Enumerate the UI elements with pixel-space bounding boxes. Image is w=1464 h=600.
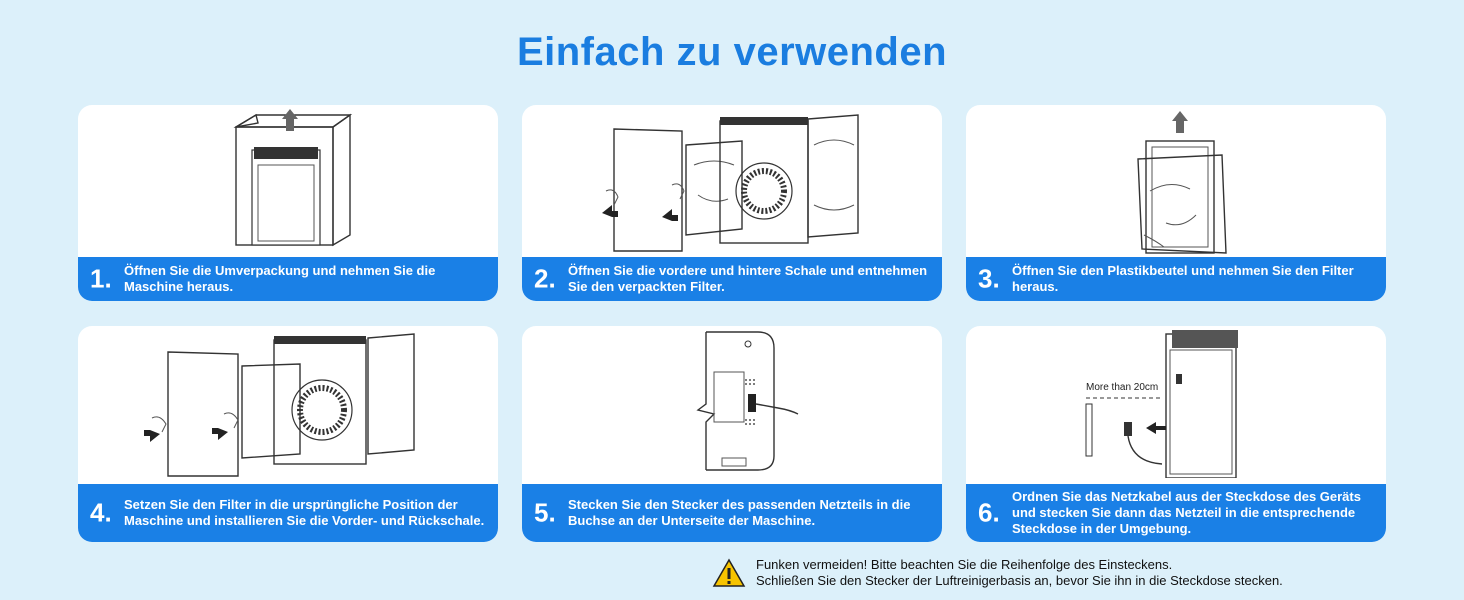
step-card-4 <box>78 326 498 542</box>
step-1-caption <box>78 257 498 301</box>
distance-label: More than 20cm <box>1086 382 1159 393</box>
step-number: 4. <box>90 497 112 528</box>
step-card-3 <box>966 105 1386 301</box>
step-4-caption <box>78 484 498 542</box>
step-3-caption <box>966 257 1386 301</box>
warning-notice <box>712 556 1452 592</box>
step-card-6 <box>966 326 1386 542</box>
step-6-illustration <box>966 326 1386 478</box>
step-card-1 <box>78 105 498 301</box>
step-number: 3. <box>978 263 1000 294</box>
step-text: Stecken Sie den Stecker des passenden Netzteils in die Buchse an der Unterseite der Maschine. <box>568 497 911 528</box>
step-2-caption <box>522 257 942 301</box>
step-3-illustration <box>966 105 1386 257</box>
notice-line-2: Schließen Sie den Stecker der Luftreinigerbasis an, bevor Sie ihn in die Steckdose stecken. <box>756 573 1283 588</box>
step-6-caption <box>966 484 1386 542</box>
step-4-illustration <box>78 326 498 478</box>
step-5-caption <box>522 484 942 542</box>
step-text: Öffnen Sie die Umverpackung und nehmen Sie die Maschine heraus. <box>124 263 436 294</box>
step-2-illustration <box>522 105 942 257</box>
warning-icon <box>712 558 746 588</box>
step-card-2 <box>522 105 942 301</box>
step-text: Öffnen Sie den Plastikbeutel und nehmen Sie den Filter heraus. <box>1012 263 1354 294</box>
page-title: Einfach zu verwenden <box>516 30 948 74</box>
step-5-illustration <box>522 326 942 478</box>
step-number: 1. <box>90 263 112 294</box>
step-text: Ordnen Sie das Netzkabel aus der Steckdose des Geräts und stecken Sie dann das Netzteil in die entsprechende Steckdose in der Umgebung. <box>1012 489 1361 536</box>
step-card-5 <box>522 326 942 542</box>
step-text: Setzen Sie den Filter in die ursprüngliche Position der Maschine und installieren Sie die Vorder- und Rückschale. <box>124 497 485 528</box>
step-number: 6. <box>978 497 1000 528</box>
step-number: 5. <box>534 497 556 528</box>
step-number: 2. <box>534 263 556 294</box>
notice-line-1: Funken vermeiden! Bitte beachten Sie die Reihenfolge des Einsteckens. <box>756 557 1173 572</box>
step-1-illustration <box>78 105 498 257</box>
step-text: Öffnen Sie die vordere und hintere Schale und entnehmen Sie den verpackten Filter. <box>568 263 928 294</box>
